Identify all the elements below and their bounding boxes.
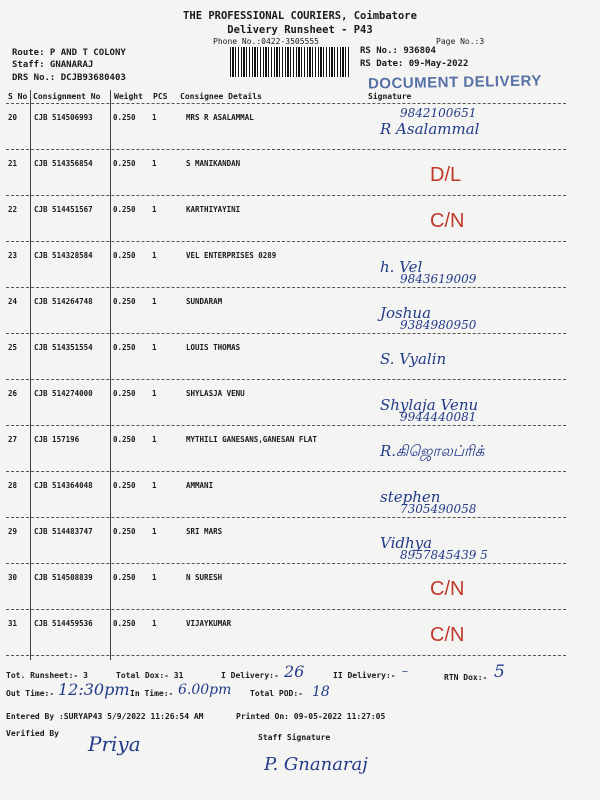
col-consignment: Consignment No xyxy=(33,92,101,101)
row-consignment-no: CJB 514351554 xyxy=(34,343,93,352)
table-row xyxy=(6,251,566,297)
route: Route: P AND T COLONY xyxy=(12,48,126,58)
row-pcs: 1 xyxy=(152,113,157,122)
row-signature: R.கிஜொலப்ரிக் xyxy=(380,442,485,460)
row-consignee: LOUIS THOMAS xyxy=(186,343,241,352)
row-consignment-no: CJB 514328584 xyxy=(34,251,93,260)
staff: Staff: GNANARAJ xyxy=(12,60,94,70)
row-consignment-no: CJB 514451567 xyxy=(34,205,93,214)
row-divider xyxy=(6,379,566,380)
i-delivery-label: I Delivery:- xyxy=(221,671,279,680)
row-consignment-no: CJB 514356854 xyxy=(34,159,93,168)
col-signature: Signature xyxy=(368,92,412,101)
row-signature-phone: 9842100651 xyxy=(400,106,477,120)
row-signature: S. Vyalin xyxy=(380,350,447,368)
row-consignment-no: CJB 514483747 xyxy=(34,527,93,536)
row-divider xyxy=(6,241,566,242)
row-weight: 0.250 xyxy=(113,573,136,582)
document-delivery-stamp: DOCUMENT DELIVERY xyxy=(367,72,542,93)
out-time-value: 12:30pm xyxy=(58,680,130,699)
table-row xyxy=(6,159,566,205)
row-consignee: VEL ENTERPRISES 0289 xyxy=(186,251,277,260)
row-sno: 23 xyxy=(8,251,18,260)
row-pcs: 1 xyxy=(152,343,157,352)
page-number: Page No.:3 xyxy=(436,37,485,46)
row-consignment-no: CJB 514506993 xyxy=(34,113,93,122)
row-weight: 0.250 xyxy=(113,435,136,444)
row-pcs: 1 xyxy=(152,159,157,168)
row-signature: Joshua xyxy=(380,304,432,322)
row-consignee: SUNDARAM xyxy=(186,297,223,306)
row-consignee: MRS R ASALAMMAL xyxy=(186,113,254,122)
row-signature-phone: 9384980950 xyxy=(400,318,477,332)
row-signature-phone: 8957845439 5 xyxy=(400,548,488,562)
row-pcs: 1 xyxy=(152,251,157,260)
col-consignee: Consignee Details xyxy=(180,92,262,101)
row-consignment-no: CJB 157196 xyxy=(34,435,80,444)
table-row xyxy=(6,481,566,527)
staff-signature: P. Gnanaraj xyxy=(264,754,368,775)
staff-signature-label: Staff Signature xyxy=(258,733,331,742)
out-time-label: Out Time:- xyxy=(6,689,55,698)
in-time-label: In Time:- xyxy=(130,689,174,698)
total-pod-value: 18 xyxy=(312,684,330,700)
total-pod-label: Total POD:- xyxy=(250,689,303,698)
row-consignee: S MANIKANDAN xyxy=(186,159,241,168)
row-sno: 20 xyxy=(8,113,18,122)
verified-by-label: Verified By xyxy=(6,729,59,738)
row-signature: stephen xyxy=(380,488,441,506)
table-row xyxy=(6,343,566,389)
row-consignee: MYTHILI GANESANS,GANESAN FLAT xyxy=(186,435,317,444)
row-pcs: 1 xyxy=(152,573,157,582)
row-sno: 28 xyxy=(8,481,18,490)
row-divider xyxy=(6,149,566,150)
row-divider xyxy=(6,333,566,334)
row-pcs: 1 xyxy=(152,527,157,536)
row-pcs: 1 xyxy=(152,297,157,306)
barcode xyxy=(230,47,350,77)
row-weight: 0.250 xyxy=(113,251,136,260)
row-divider xyxy=(6,471,566,472)
printed-on: Printed On: 09-05-2022 11:27:05 xyxy=(236,712,386,721)
row-sno: 29 xyxy=(8,527,18,536)
row-signature: h. Vel xyxy=(380,258,423,276)
rs-number: RS No.: 936804 xyxy=(360,46,436,56)
row-consignee: KARTHIYAYINI xyxy=(186,205,241,214)
row-divider xyxy=(6,517,566,518)
row-sno: 21 xyxy=(8,159,18,168)
row-divider xyxy=(6,563,566,564)
table-row xyxy=(6,573,566,619)
col-pcs: PCS xyxy=(153,92,168,101)
row-weight: 0.250 xyxy=(113,619,136,628)
drs-number: DRS No.: DCJB93680403 xyxy=(12,73,126,83)
row-consignment-no: CJB 514364048 xyxy=(34,481,93,490)
row-sno: 24 xyxy=(8,297,18,306)
rtn-dox-value: 5 xyxy=(494,662,505,682)
i-delivery-value: 26 xyxy=(284,662,305,681)
row-signature: Shylaja Venu xyxy=(380,396,479,414)
table-row xyxy=(6,205,566,251)
row-weight: 0.250 xyxy=(113,113,136,122)
row-sno: 26 xyxy=(8,389,18,398)
row-weight: 0.250 xyxy=(113,343,136,352)
row-sno: 25 xyxy=(8,343,18,352)
table-row xyxy=(6,297,566,343)
row-pcs: 1 xyxy=(152,205,157,214)
table-row xyxy=(6,619,566,665)
row-pcs: 1 xyxy=(152,389,157,398)
row-divider xyxy=(6,195,566,196)
verified-signature: Priya xyxy=(88,732,141,756)
row-weight: 0.250 xyxy=(113,481,136,490)
row-sno: 27 xyxy=(8,435,18,444)
row-consignment-no: CJB 514459536 xyxy=(34,619,93,628)
row-weight: 0.250 xyxy=(113,527,136,536)
table-row xyxy=(6,389,566,435)
row-pcs: 1 xyxy=(152,481,157,490)
ii-delivery-label: II Delivery:- xyxy=(333,671,396,680)
row-pcs: 1 xyxy=(152,435,157,444)
phone-number: Phone No.:0422-3505555 xyxy=(213,37,319,46)
row-sno: 31 xyxy=(8,619,18,628)
row-weight: 0.250 xyxy=(113,297,136,306)
row-consignee: N SURESH xyxy=(186,573,223,582)
ii-delivery-value: – xyxy=(402,664,408,678)
row-weight: 0.250 xyxy=(113,159,136,168)
rtn-dox-label: RTN Dox:- xyxy=(444,673,488,682)
runsheet-title: Delivery Runsheet - P43 xyxy=(227,24,373,36)
row-consignment-no: CJB 514264748 xyxy=(34,297,93,306)
row-signature: R Asalammal xyxy=(380,120,480,138)
row-consignment-no: CJB 514508839 xyxy=(34,573,93,582)
row-signature: D/L xyxy=(430,164,462,186)
tot-runsheet: Tot. Runsheet:- 3 xyxy=(6,671,88,680)
row-consignee: AMMANI xyxy=(186,481,214,490)
total-dox: Total Dox:- 31 xyxy=(116,671,184,680)
row-sno: 30 xyxy=(8,573,18,582)
row-signature-phone: 7305490058 xyxy=(400,502,477,516)
row-pcs: 1 xyxy=(152,619,157,628)
company-title: THE PROFESSIONAL COURIERS, Coimbatore xyxy=(183,10,417,22)
row-sno: 22 xyxy=(8,205,18,214)
row-signature: Vidhya xyxy=(380,534,433,552)
row-consignee: SRI MARS xyxy=(186,527,223,536)
row-signature: C/N xyxy=(430,578,465,600)
table-row xyxy=(6,113,566,159)
row-weight: 0.250 xyxy=(113,389,136,398)
row-consignee: VIJAYKUMAR xyxy=(186,619,232,628)
row-divider xyxy=(6,655,566,656)
row-signature-phone: 9843619009 xyxy=(400,272,477,286)
row-weight: 0.250 xyxy=(113,205,136,214)
row-divider xyxy=(6,425,566,426)
entered-by: Entered By :SURYAP43 5/9/2022 11:26:54 AM xyxy=(6,712,204,721)
row-consignee: SHYLASJA VENU xyxy=(186,389,245,398)
row-signature: C/N xyxy=(430,210,465,232)
row-signature: C/N xyxy=(430,624,465,646)
row-divider xyxy=(6,287,566,288)
col-sno: S No xyxy=(8,92,28,101)
in-time-value: 6.00pm xyxy=(178,682,232,698)
row-divider xyxy=(6,103,566,104)
row-consignment-no: CJB 514274000 xyxy=(34,389,93,398)
row-divider xyxy=(6,609,566,610)
rs-date: RS Date: 09-May-2022 xyxy=(360,59,469,69)
row-signature-phone: 9944440081 xyxy=(400,410,477,424)
col-weight: Weight xyxy=(114,92,143,101)
